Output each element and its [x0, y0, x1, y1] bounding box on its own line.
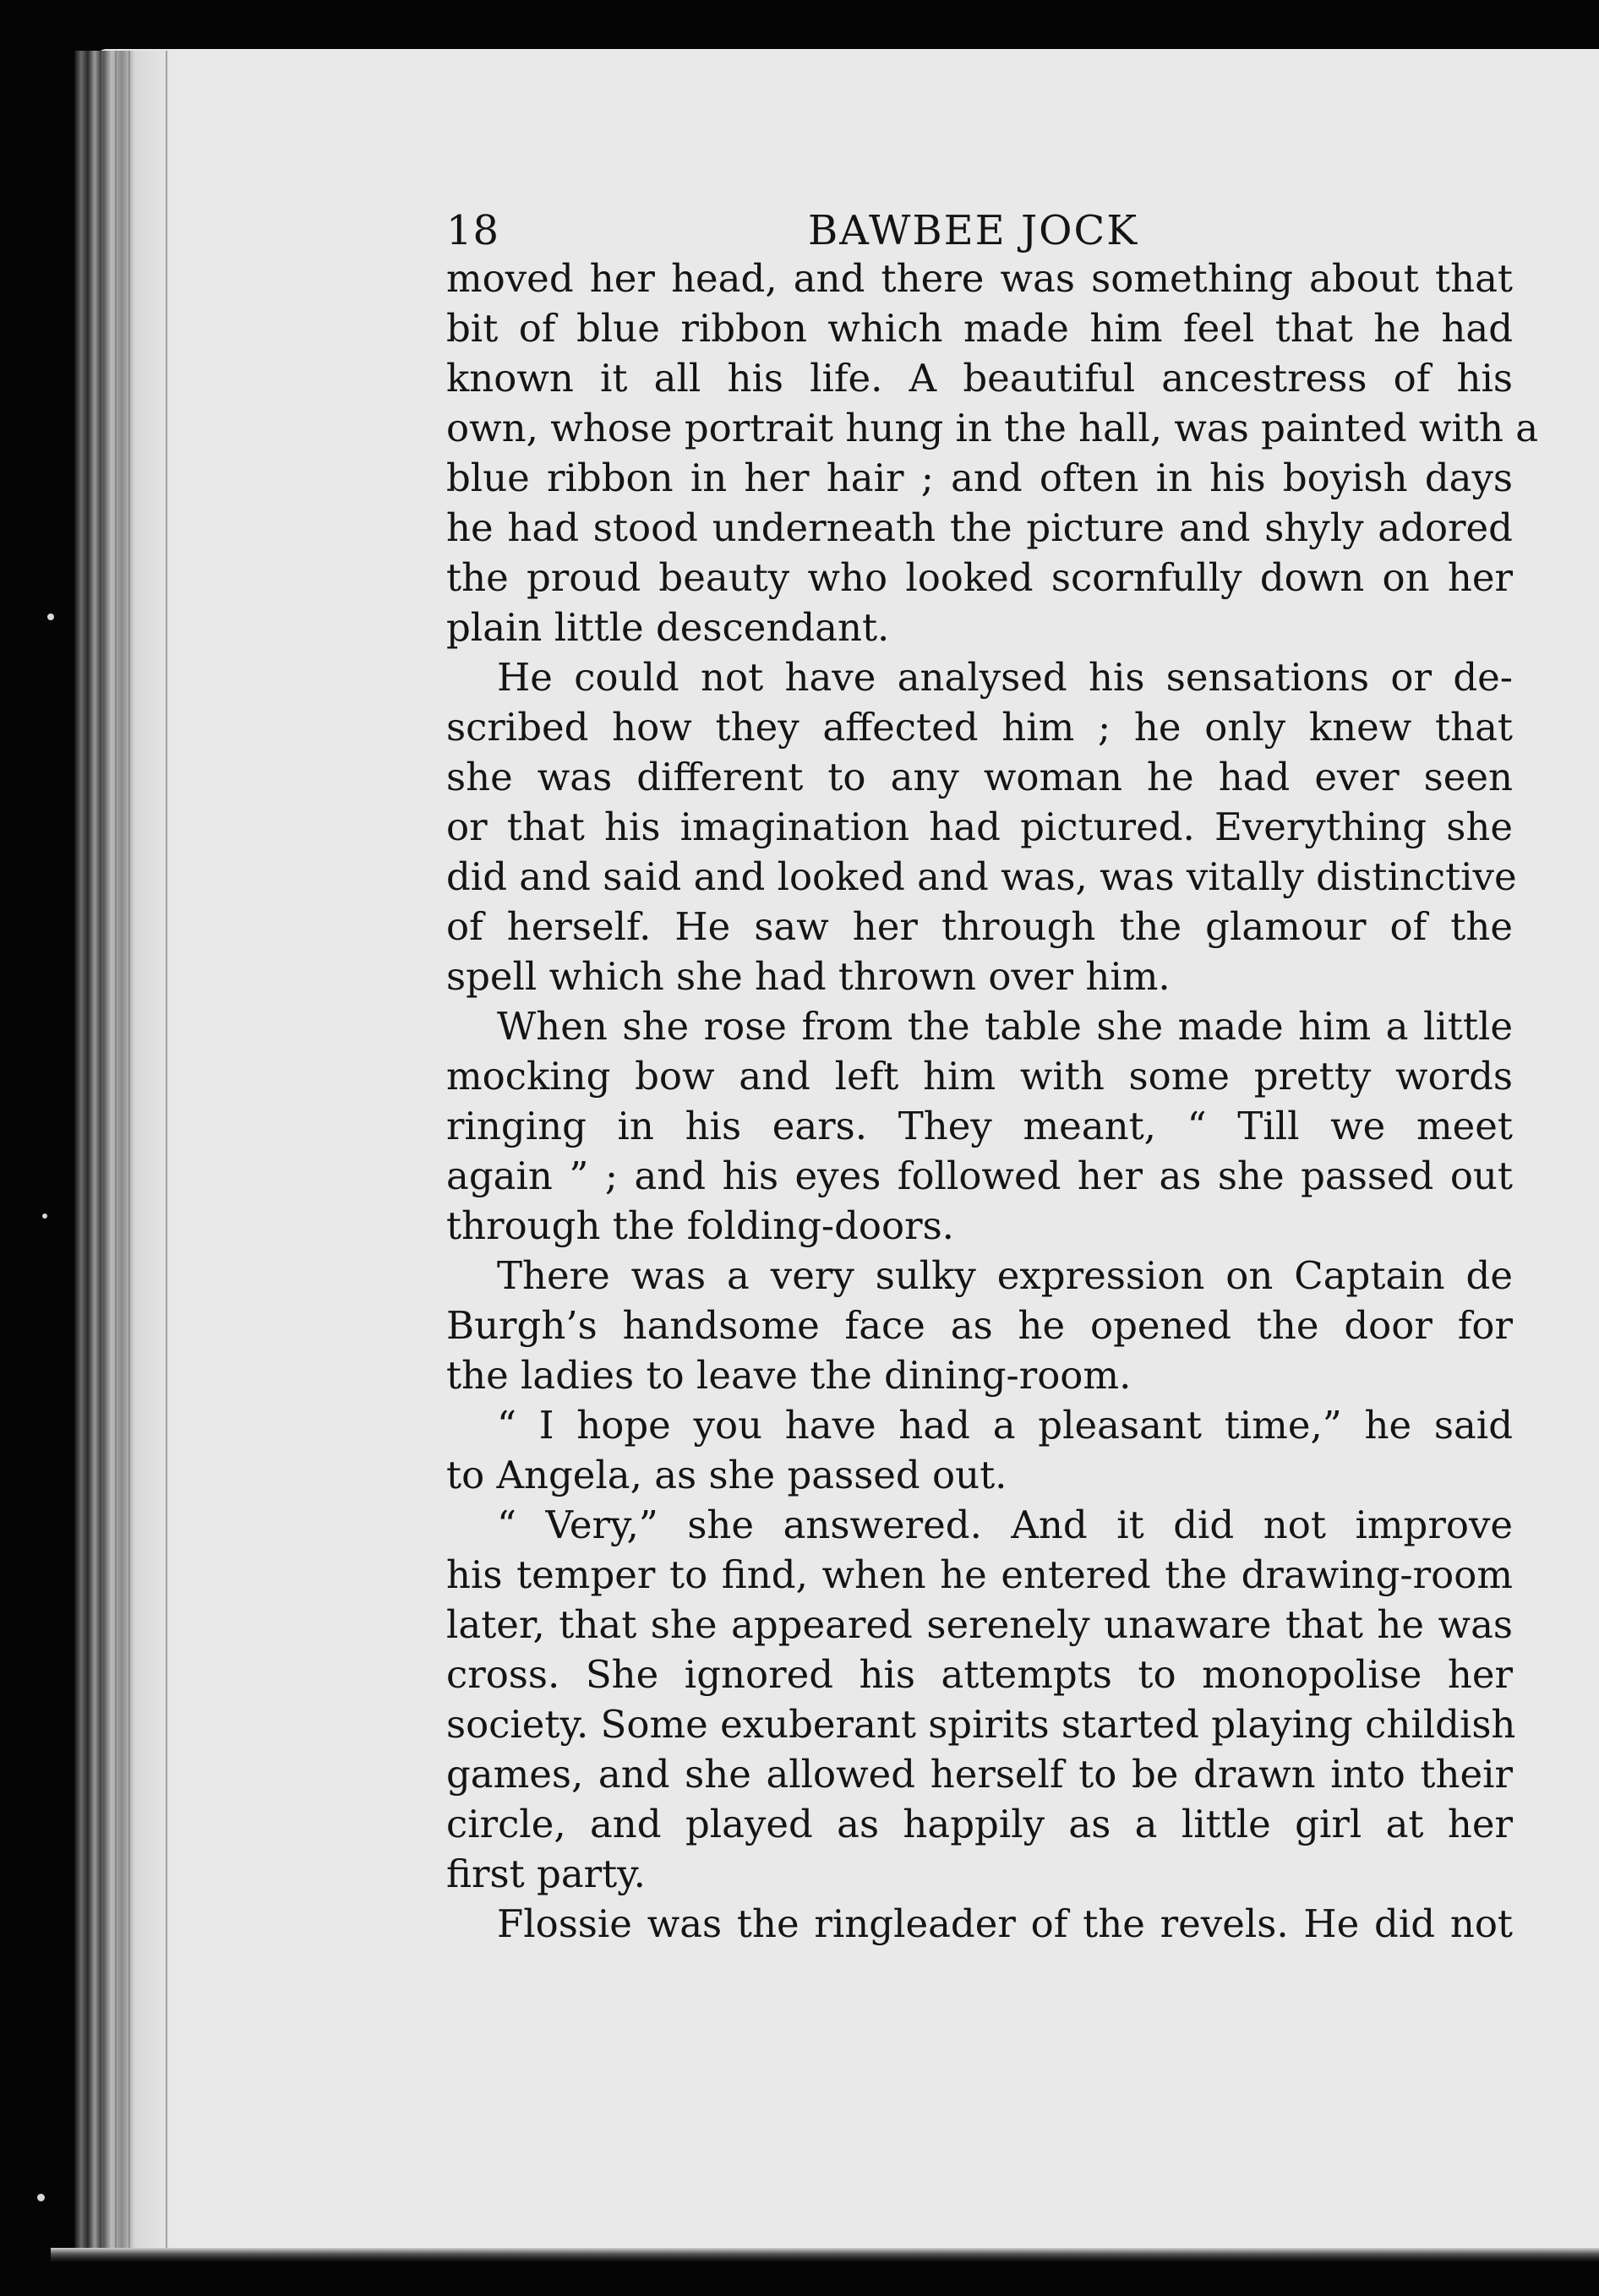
page-text — [446, 186, 1539, 1949]
page-number: 18 — [446, 207, 500, 254]
binding-line — [101, 51, 103, 2261]
text-line: scribed how they affected him ; he only knew that — [446, 705, 1513, 750]
text-line: he had stood underneath the picture and shyly adored — [446, 505, 1513, 550]
text-line: cross. She ignored his attempts to monopolise her — [446, 1652, 1513, 1697]
text-line: blue ribbon in her hair ; and often in his boyish days — [446, 455, 1513, 500]
text-line: He could not have analysed his sensations or de- — [497, 655, 1513, 700]
binding-line — [166, 51, 167, 2261]
binding-line — [115, 51, 117, 2261]
text-line: “ Very,” she answered. And it did not improve — [497, 1502, 1513, 1547]
text-line: later, that she appeared serenely unaware that he was — [446, 1602, 1513, 1647]
page-header — [446, 186, 1513, 254]
text-line: circle, and played as happily as a little girl at her — [446, 1802, 1513, 1846]
text-line: plain little descendant. — [446, 605, 890, 650]
text-line: moved her head, and there was something about that — [446, 256, 1513, 301]
scan-speck — [37, 2194, 45, 2201]
text-line: first party. — [446, 1852, 646, 1896]
text-line: When she rose from the table she made him a little — [497, 1004, 1513, 1049]
text-line: did and said and looked and was, was vitally distinctive — [446, 854, 1517, 899]
text-line: to Angela, as she passed out. — [446, 1453, 1007, 1497]
binding-line — [128, 51, 130, 2261]
text-line: she was different to any woman he had ever seen — [446, 755, 1513, 799]
text-line: own, whose portrait hung in the hall, was painted with a — [446, 406, 1539, 450]
scan-speck — [42, 1213, 47, 1219]
text-line: known it all his life. A beautiful ancestress of his — [446, 356, 1513, 401]
text-line: or that his imagination had pictured. Everything she — [446, 804, 1513, 849]
text-line: Burgh’s handsome face as he opened the door for — [446, 1303, 1513, 1348]
running-title: BAWBEE JOCK — [808, 207, 1139, 254]
text-line: ringing in his ears. They meant, “ Till we meet — [446, 1104, 1513, 1148]
text-line: “ I hope you have had a pleasant time,” he said — [497, 1403, 1513, 1448]
text-line: spell which she had thrown over him. — [446, 954, 1171, 999]
text-line: There was a very sulky expression on Captain de — [497, 1253, 1513, 1298]
text-line: games, and she allowed herself to be drawn into their — [446, 1752, 1513, 1797]
text-line: Flossie was the ringleader of the revels. He did not — [497, 1901, 1513, 1946]
text-line: the proud beauty who looked scornfully down on her — [446, 555, 1513, 600]
text-line: his temper to find, when he entered the drawing-room — [446, 1552, 1513, 1597]
page-bottom-edge — [51, 2248, 1599, 2263]
text-line: the ladies to leave the dining-room. — [446, 1353, 1132, 1398]
book-binding-edge — [74, 51, 176, 2261]
text-line: mocking bow and left him with some pretty words — [446, 1054, 1513, 1099]
text-line: of herself. He saw her through the glamour of the — [446, 904, 1513, 949]
text-line: again ” ; and his eyes followed her as she passed out — [446, 1153, 1513, 1198]
text-line: through the folding-doors. — [446, 1203, 954, 1248]
scan-speck — [47, 614, 54, 620]
text-line: bit of blue ribbon which made him feel that he had — [446, 306, 1513, 351]
text-line: society. Some exuberant spirits started playing childish — [446, 1702, 1516, 1747]
